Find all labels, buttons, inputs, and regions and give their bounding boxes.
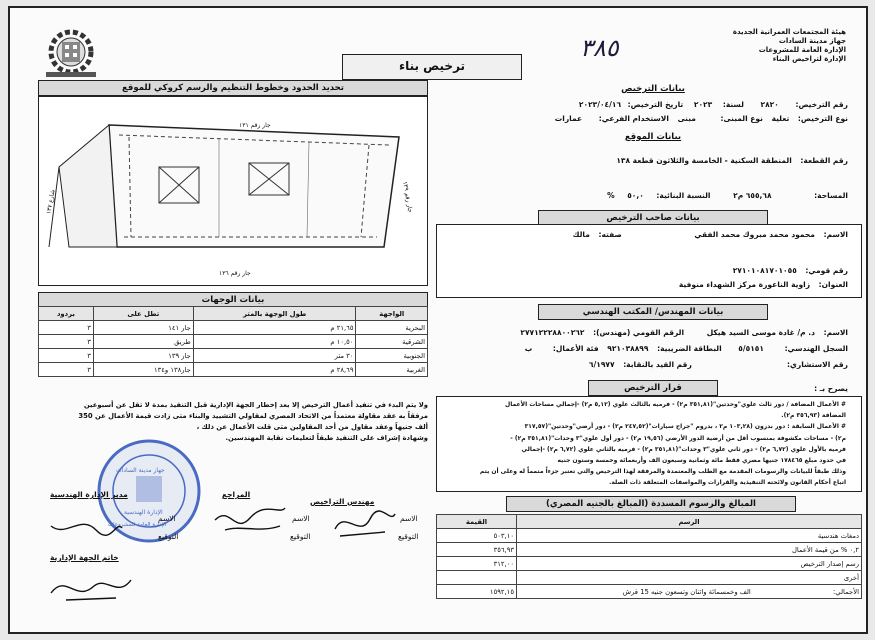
fee-value: ٥٠٣,١٠ <box>437 529 517 543</box>
engineer-reg-label: السجل الهندسي: <box>784 344 848 353</box>
stamp-text: الإدارة العامة للمشروعات <box>108 522 167 528</box>
building-type: مبنى <box>677 114 696 123</box>
org-header <box>706 28 846 64</box>
owner-capacity-label: صفته: <box>598 230 622 239</box>
fee-label: دمغات هندسية <box>517 529 862 543</box>
decision-line: اتباع أحكام القانون ولائحته التنفيذية والقرارات والمواصفات المتعلقة ذات الصلة. <box>609 479 846 487</box>
owner-name-line <box>448 230 848 240</box>
sig-name-label: الاسم <box>292 514 310 523</box>
table-row <box>437 585 862 599</box>
owner-name: محمود محمد مبروك محمد الفقي <box>694 230 815 239</box>
col-header: الرسم <box>517 515 862 529</box>
engineer-reg: ٥/٥١٥١ <box>738 344 764 353</box>
plot-value: المنطقة السكنية - الخامسة والثلاثون قطعة ١٣٨ <box>616 156 792 165</box>
decision-line: وذلك طبقاً للبيانات والرسومات المقدمة مع الطلب والمعتمدة والمرفقة لهذا الترخيص والتي تعتبر جزءاً متمماً له وعلى أن يتم <box>479 468 846 476</box>
license-type: تعلية <box>771 114 790 123</box>
fee-total-words: الف وخمسمائة واثنان وتسعون جنيه 15 قرش <box>622 587 751 596</box>
sig-name-label: الاسم <box>158 514 176 523</box>
col-header: تطل على <box>93 307 193 321</box>
fee-value: ٣١٢,٠٠ <box>437 557 517 571</box>
table-cell: ١٠,٥٠ م <box>193 335 356 349</box>
gear-logo-icon <box>40 22 102 80</box>
stamp-text: الإدارة الهندسية <box>124 509 163 516</box>
table-cell: طريق <box>93 335 193 349</box>
note-line: وشهادة إشراف على التنفيذ طبقاً لتعليمات نقابة المهندسين. <box>225 434 428 442</box>
decision-title: قرار الترخيص <box>588 380 718 396</box>
site-plan-box <box>38 96 428 286</box>
engineer-id-label: الرقم القومي (مهندس): <box>593 328 685 337</box>
facades-header-row <box>39 307 428 321</box>
stamp-text: جهاز مدينة السادات <box>116 467 165 474</box>
table-cell: ٣ <box>39 349 94 363</box>
admin-seal-label: خاتم الجهة الإدارية <box>50 553 119 562</box>
owner-capacity: مالك <box>572 230 590 239</box>
decision-line: م٢) - مساحات مكشوفة بمنسوب أقل من أرضية الدور الأرضي (١٩,٥٦ م٢) - دور أول علوي"٣ وحدات"(٣٥١,٨١ م٢) - <box>510 434 846 442</box>
org-line: الإدارة لتراخيص البناء <box>772 55 846 63</box>
table-row <box>437 571 862 585</box>
license-type-label: نوع الترخيص: <box>797 114 848 123</box>
table-cell: ٣ <box>39 335 94 349</box>
owner-address-label: العنوان: <box>818 280 848 289</box>
engineer-class-label: فئة الأعمال: <box>552 344 599 353</box>
site-area-line <box>448 191 848 201</box>
table-cell: جار ١٤١ <box>93 321 193 335</box>
facades-table <box>38 306 428 377</box>
license-line-2 <box>448 114 848 124</box>
license-number-label: رقم الترخيص: <box>795 100 848 109</box>
fees-header-row <box>437 515 862 529</box>
col-header: الواجهة <box>356 307 428 321</box>
sig-manager-label: مدير الإدارة الهندسية <box>50 490 128 499</box>
engineer-consult-label: رقم الاستشاري: <box>787 360 848 369</box>
table-cell: الغربية <box>356 363 428 377</box>
engineer-title: بيانات المهندس/ المكتب الهندسي <box>538 304 768 320</box>
table-cell: ٣ <box>39 363 94 377</box>
org-line: الإدارة العامة للمشروعات <box>758 46 846 54</box>
fee-total-label: الأجمالي: <box>833 587 859 596</box>
sig-sign-label: التوقيع <box>398 532 419 541</box>
note-line: مرفقاً به عقد مقاولة معتمداً من الاتحاد المصري لمقاولي التشييد والبناء متى زادت قيمة الأعمال عن 350 <box>78 412 428 420</box>
sig-reviewer-label: المراجع <box>222 490 251 499</box>
signature-admin <box>46 568 136 608</box>
table-cell: الجنوبية <box>356 349 428 363</box>
fee-label: رسم إصدار الترخيص <box>517 557 862 571</box>
doc-title: ترخيص بناء <box>398 59 466 73</box>
plan-label-bottom: جار رقم ١٣٦ <box>219 270 251 277</box>
fee-total-value: ١٥٩٢,١٥ <box>437 585 517 599</box>
plot-label: رقم القطعة: <box>800 156 848 165</box>
table-row <box>39 349 428 363</box>
sub-use-label: الاستخدام الفرعي: <box>598 114 669 123</box>
table-cell: ٢٨,٦٩ م <box>193 363 356 377</box>
decision-line: المضافة (٣٥٦,٩٣ م٢). <box>781 412 846 420</box>
table-cell: جار ١٣٩ <box>93 349 193 363</box>
owner-name-label: الاسم: <box>823 230 848 239</box>
fee-total-cell <box>517 585 862 599</box>
org-line: هيئة المجتمعات العمرانية الجديدة <box>732 28 846 36</box>
sig-sign-label: التوقيع <box>290 532 311 541</box>
plan-label-right: جار رقم ١٣٩ <box>401 180 414 214</box>
license-line-1 <box>448 100 848 110</box>
col-header: بردود <box>39 307 94 321</box>
engineer-line-3 <box>428 360 848 370</box>
engineer-tax-label: البطاقة الضريبية: <box>657 344 722 353</box>
owner-id: ٢٧١٠١٠٨١٧٠١٠٥٥ <box>732 266 797 275</box>
table-cell: البحرية <box>356 321 428 335</box>
site-plan-drawing <box>39 97 425 283</box>
facades-title: بيانات الوجهات <box>38 292 428 308</box>
license-number: ٢٨٢٠ <box>760 100 779 109</box>
owner-id-line <box>448 266 848 276</box>
engineer-line-1 <box>428 328 848 338</box>
engineer-name-label: الاسم: <box>823 328 848 337</box>
owner-id-label: رقم قومي: <box>805 266 848 275</box>
fee-value: ٣٥٦,٩٣ <box>437 543 517 557</box>
sig-sign-label: التوقيع <box>158 532 179 541</box>
col-header: طول الوجهة بالمتر <box>193 307 356 321</box>
decision-line: فرميه بالأول علوي (٦,٧٢ م٢) - دور ثاني علوي"٣ وحدات"(٣٥١,٨١ م٢) - فرميه بالثاني علوي (٦,٧٢ م٢) -إجمالي <box>521 445 846 453</box>
sub-use: عمارات <box>554 114 583 123</box>
table-cell: جار١٣٨ و١٣٤ <box>93 363 193 377</box>
building-type-label: نوع المبنى: <box>720 114 763 123</box>
decision-line: # الأعمال المضافة / دور ثالث علوي"وحدتين"(٣٥١,٨١ م٢) - فرميه بالثالث علوي (٥,١٢ م٢) -إجمالي مساحات الأعمال <box>505 401 846 408</box>
license-year: ٢٠٢٣ <box>693 100 713 109</box>
site-plan-title: تحديد الحدود وخطوط التنظيم والرسم كروكي للموقع <box>38 80 428 96</box>
table-cell: ٣٠ متر <box>193 349 356 363</box>
fee-label: ٠,٢ % من قيمة الأعمال <box>517 543 862 557</box>
decision-line: # الأعمال السابقة : دور بدرون (١٠٣,٢٨ م٢ ، بدروم "جراج سيارات"(٢٤٧,٥٢ م٢) - دور أرضي"وحدتين"(٣١٧,٥٧ <box>524 423 846 431</box>
sig-license-engineer-label: مهندس التراخيص <box>310 497 375 506</box>
engineer-line-2 <box>428 344 848 354</box>
engineer-tax: ٩٢١٠٣٨٨٩٩ <box>607 344 649 353</box>
site-data-title: بيانات الموقع <box>624 132 682 142</box>
table-cell: ٢١,٦٥ م <box>193 321 356 335</box>
owner-title: بيانات صاحب الترخيص <box>538 210 768 226</box>
fees-table <box>436 514 862 599</box>
license-date-label: تاريخ الترخيص: <box>627 100 684 109</box>
owner-address: زاوية الناعورة مركز الشهداء منوفية <box>678 280 811 289</box>
fee-value <box>437 571 517 585</box>
owner-address-line <box>448 280 848 290</box>
engineer-syndicate: ٦/١٩٧٧ <box>588 360 615 369</box>
signature-license-engineer <box>330 504 400 544</box>
license-year-label: لسنة: <box>722 100 744 109</box>
table-row <box>437 557 862 571</box>
license-data-title: بيانات الترخيص <box>621 84 685 94</box>
table-row <box>437 543 862 557</box>
fees-title: المبالغ والرسوم المسددة (المبالغ بالجنيه المصري) <box>506 496 796 512</box>
signature-reviewer <box>210 500 290 540</box>
building-ratio-label: النسبة البنائية: <box>656 191 711 200</box>
col-header: القيمة <box>437 515 517 529</box>
plan-label-top: جار رقم ١٣١ <box>239 122 271 129</box>
percent-sign: % <box>607 191 615 200</box>
area-label: المساحة: <box>814 191 848 200</box>
plan-label-left: شارع ١٣٧ <box>45 189 57 215</box>
area-value: ٦٥٥,٦٨ م٢ <box>733 191 772 200</box>
table-row <box>39 335 428 349</box>
note-line: ولا يتم البدء في تنفيذ أعمال الترخيص إلا بعد إخطار الجهة الإدارية قبل التنفيذ بمدة لا تقل عن أسبوعين <box>83 401 428 409</box>
decision-text <box>426 399 846 489</box>
building-ratio: ٥٠,٠ <box>627 191 644 200</box>
signature-manager <box>46 508 126 548</box>
engineer-class: ب <box>524 344 533 353</box>
site-plot-line <box>448 156 848 166</box>
table-row <box>39 321 428 335</box>
engineer-id: ٢٧٧١٢٢٢٨٨٠٠٢٦٢ <box>520 328 585 337</box>
license-date: ٢٠٢٣/٠٤/١٦ <box>578 100 622 109</box>
engineer-name: د. م/ غادة موسى السيد هيكل <box>706 328 815 337</box>
table-row <box>39 363 428 377</box>
doc-title-box <box>342 54 522 80</box>
decision-line: في حدود مبلغ ١٧٨٤٦٥ جنيها مصري فقط مائة وثمانية وسبعون الف وأربعمائة وخمسة وستون جنيه <box>557 457 846 465</box>
license-document <box>8 6 868 634</box>
note-line: ألف جنيهاً وعقد مقاول من أحد المقاولين متى قلت الأعمال عن ذلك ، <box>196 423 428 431</box>
table-cell: ٣ <box>39 321 94 335</box>
engineer-syndicate-label: رقم القيد بالنقابة: <box>623 360 692 369</box>
fee-label: أخرى <box>517 571 862 585</box>
decision-allow: يصرح بـ : <box>814 384 848 393</box>
sig-name-label: الاسم <box>400 514 418 523</box>
license-number-handwritten: ٣٨٥ <box>580 34 619 62</box>
table-row <box>437 529 862 543</box>
table-cell: الشرقية <box>356 335 428 349</box>
org-line: جهاز مدينة السادات <box>778 37 846 45</box>
